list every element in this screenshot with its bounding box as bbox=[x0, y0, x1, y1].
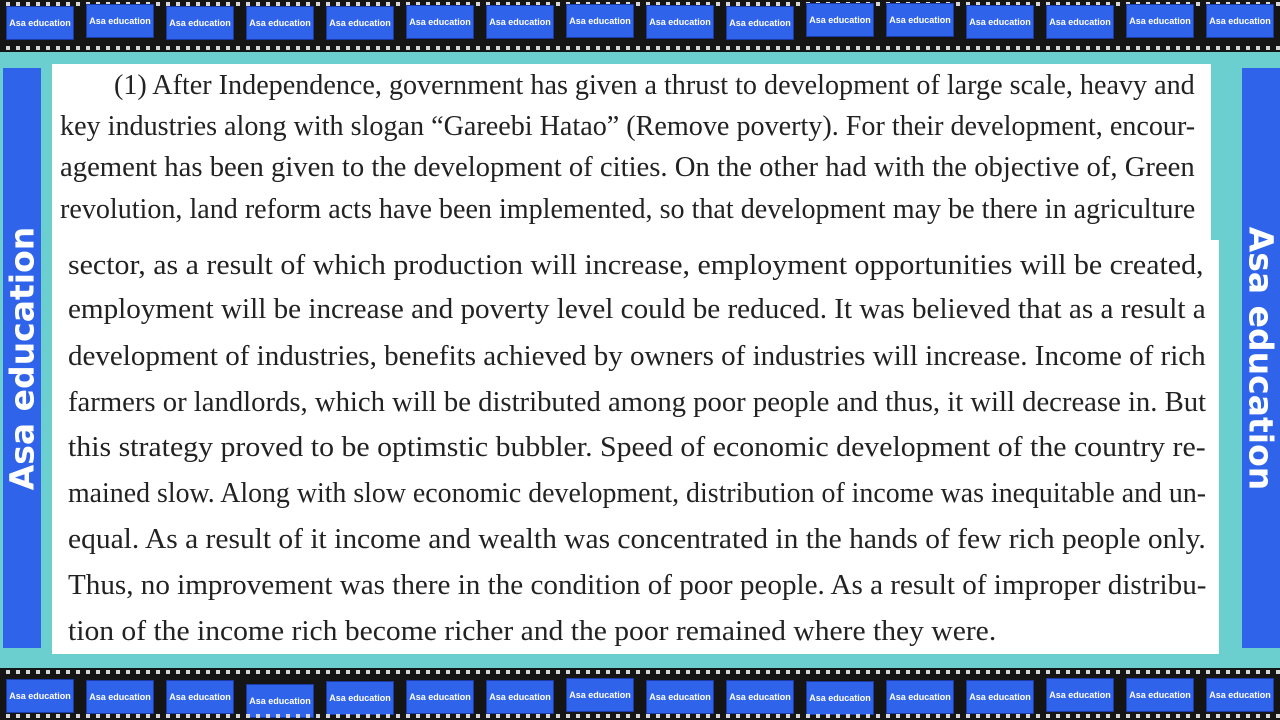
watermark-tile: Asa education bbox=[566, 678, 634, 712]
right-watermark-text: Asa education bbox=[1241, 226, 1280, 490]
watermark-tile: Asa education bbox=[86, 4, 154, 38]
text-line: employment will be increase and poverty level could be reduced. It was believed that as a result a bbox=[68, 294, 1206, 325]
watermark-tile: Asa education bbox=[326, 681, 394, 715]
watermark-tile: Asa education bbox=[246, 684, 314, 718]
watermark-tile: Asa education bbox=[646, 680, 714, 714]
left-watermark-banner bbox=[3, 68, 41, 648]
watermark-tile: Asa education bbox=[806, 681, 874, 715]
watermark-tile: Asa education bbox=[1046, 5, 1114, 39]
right-watermark-banner bbox=[1242, 68, 1280, 648]
watermark-tile: Asa education bbox=[1126, 678, 1194, 712]
watermark-tile: Asa education bbox=[486, 680, 554, 714]
text-line: Thus, no improvement was there in the condition of poor people. As a result of improper distribu- bbox=[68, 570, 1207, 601]
watermark-tile: Asa education bbox=[86, 680, 154, 714]
text-line: revolution, land reform acts have been implemented, so that development may be there in agriculture bbox=[60, 194, 1196, 225]
top-film-strip bbox=[0, 0, 1280, 52]
watermark-tile: Asa education bbox=[886, 680, 954, 714]
text-line: agement has been given to the development of cities. On the other had with the objective of, Green bbox=[60, 152, 1195, 183]
watermark-tile: Asa education bbox=[1206, 4, 1274, 38]
watermark-tile: Asa education bbox=[166, 680, 234, 714]
watermark-tile: Asa education bbox=[166, 6, 234, 40]
text-line: tion of the income rich become richer and the poor remained where they were. bbox=[68, 616, 997, 647]
text-line: farmers or landlords, which will be distributed among poor people and thus, it will decrease in. But bbox=[68, 387, 1207, 418]
text-line: key industries along with slogan “Gareebi Hatao” (Remove poverty). For their development, encour- bbox=[60, 111, 1196, 142]
film-sprocket-holes bbox=[0, 46, 1280, 50]
bottom-film-strip bbox=[0, 668, 1280, 720]
text-page-upper bbox=[52, 64, 1211, 240]
watermark-tile: Asa education bbox=[6, 6, 74, 40]
text-line: (1) After Independence, government has given a thrust to development of large scale, heavy and bbox=[114, 70, 1195, 101]
text-line: equal. As a result of it income and wealth was concentrated in the hands of few rich people only. bbox=[68, 524, 1206, 555]
text-page-lower bbox=[52, 240, 1219, 654]
watermark-tile: Asa education bbox=[726, 6, 794, 40]
watermark-tile: Asa education bbox=[646, 5, 714, 39]
watermark-tile: Asa education bbox=[1206, 678, 1274, 712]
watermark-tile: Asa education bbox=[726, 680, 794, 714]
text-line: sector, as a result of which production will increase, employment opportunities will be created, bbox=[68, 250, 1204, 281]
watermark-tile: Asa education bbox=[566, 4, 634, 38]
text-line: development of industries, benefits achieved by owners of industries will increase. Income of rich bbox=[68, 341, 1206, 372]
watermark-tile: Asa education bbox=[486, 5, 554, 39]
watermark-tile: Asa education bbox=[406, 5, 474, 39]
watermark-tile: Asa education bbox=[886, 3, 954, 37]
watermark-tile: Asa education bbox=[1126, 4, 1194, 38]
text-line: mained slow. Along with slow economic development, distribution of income was inequitable and un- bbox=[68, 478, 1207, 509]
watermark-tile: Asa education bbox=[806, 3, 874, 37]
watermark-tile: Asa education bbox=[966, 5, 1034, 39]
top-tiles bbox=[0, 0, 1280, 52]
left-watermark-text: Asa education bbox=[2, 226, 42, 490]
watermark-tile: Asa education bbox=[246, 6, 314, 40]
watermark-tile: Asa education bbox=[966, 680, 1034, 714]
watermark-tile: Asa education bbox=[406, 680, 474, 714]
watermark-tile: Asa education bbox=[1046, 678, 1114, 712]
bottom-tiles bbox=[0, 668, 1280, 720]
watermark-tile: Asa education bbox=[326, 6, 394, 40]
film-sprocket-holes bbox=[0, 714, 1280, 718]
text-line: this strategy proved to be optimstic bubbler. Speed of economic development of the country re- bbox=[68, 432, 1206, 463]
watermark-tile: Asa education bbox=[6, 679, 74, 713]
